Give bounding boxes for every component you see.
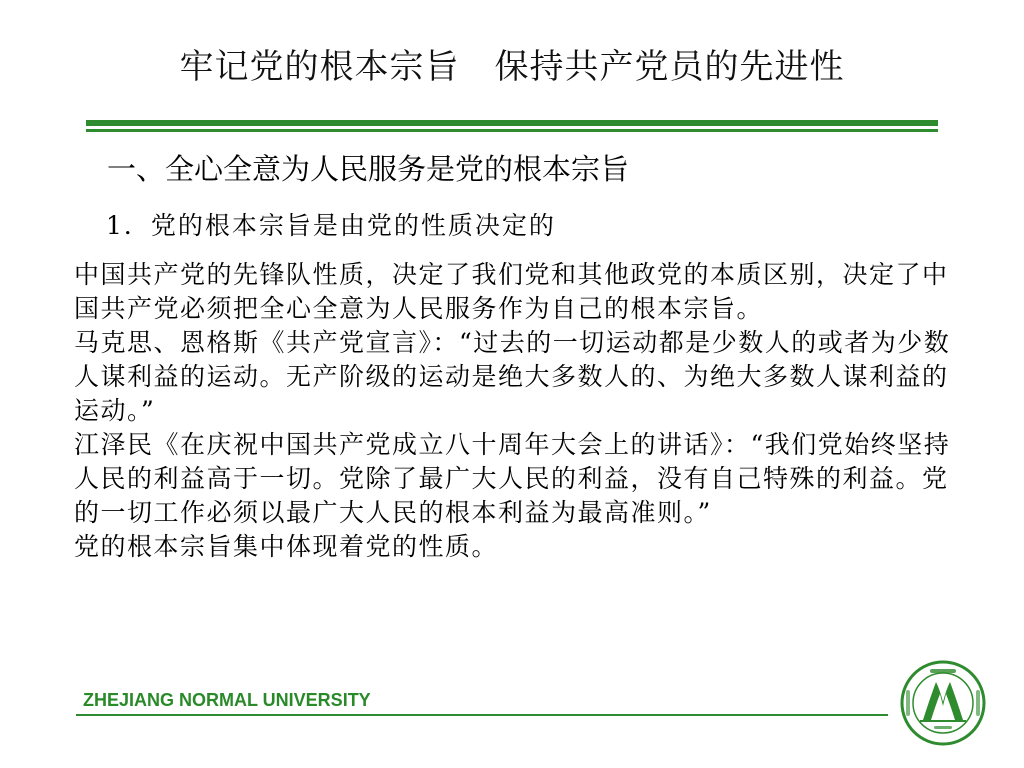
body-text [74,258,974,564]
footer-divider [76,714,888,716]
paragraph-conclusion: 党的根本宗旨集中体现着党的性质。 [74,532,499,561]
slide-title: 牢记党的根本宗旨 保持共产党员的先进性 [179,47,845,87]
section-heading: 一、全心全意为人民服务是党的根本宗旨 [107,152,630,186]
title-divider-thick [86,120,938,126]
paragraph-manifesto-quote: 马克思、恩格斯《共产党宣言》：“过去的一切运动都是少数人的或者为少数人谋利益的运动。无产阶级的运动是绝大多数人的、为绝大多数人谋利益的运动。” [74,328,951,425]
university-name: ZHEJIANG NORMAL UNIVERSITY [83,690,371,710]
paragraph-nature: 中国共产党的先锋队性质，决定了我们党和其他政党的本质区别，决定了中国共产党必须把全心全意为人民服务作为自己的根本宗旨。 [74,260,949,323]
paragraph-jiang-quote: 江泽民《在庆祝中国共产党成立八十周年大会上的讲话》：“我们党始终坚持人民的利益高于一切。党除了最广大人民的利益，没有自己特殊的利益。党的一切工作必须以最广大人民的根本利益为最高准则。” [74,430,951,527]
title-divider-thin [86,129,938,132]
sub-heading: 1．党的根本宗旨是由党的性质决定的 [106,211,556,240]
university-logo-icon [890,660,996,746]
